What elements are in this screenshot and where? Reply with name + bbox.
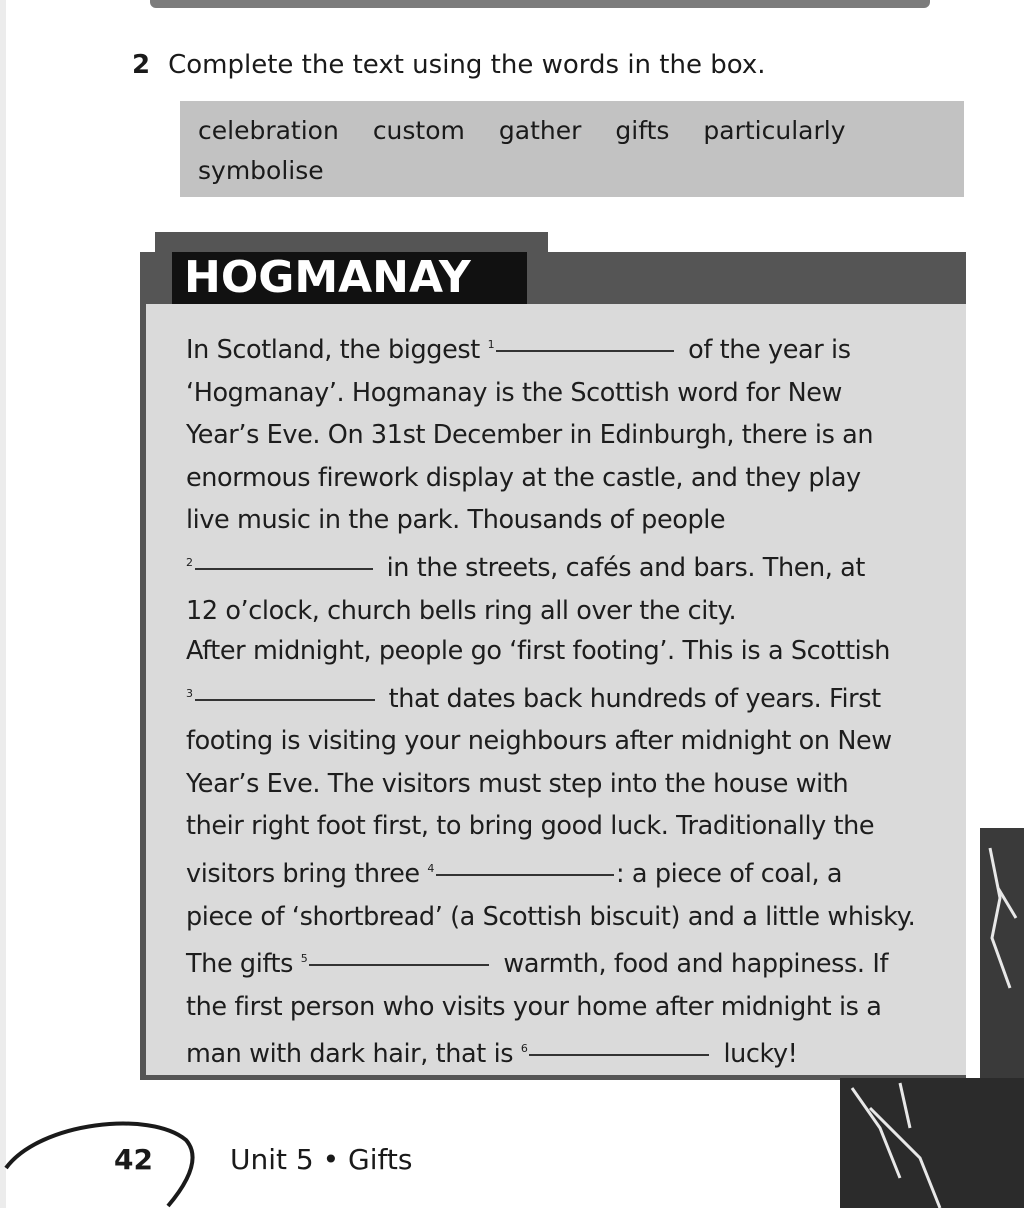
answer-gap-3[interactable]: [195, 698, 375, 701]
text-line: live music in the park. Thousands of people: [186, 505, 726, 536]
text-fragment: man with dark hair, that is: [186, 1039, 514, 1070]
exercise-instruction: Complete the text using the words in the box.: [168, 50, 766, 80]
top-rule: [150, 0, 930, 8]
article-paragraph-1: [186, 324, 936, 632]
text-line: footing is visiting your neighbours after midnight on New: [186, 726, 892, 757]
answer-gap-4[interactable]: [436, 873, 614, 876]
answer-gap-2[interactable]: [195, 567, 373, 570]
fireworks-photo: [840, 828, 1024, 1208]
article-paragraph-2: [186, 630, 936, 1076]
gap-number: 3: [186, 686, 193, 700]
page-number-arc: [0, 1110, 200, 1208]
text-line: [186, 1028, 936, 1076]
gap-number: 5: [300, 952, 308, 966]
exercise-heading: [132, 50, 765, 80]
text-fragment: in the streets, cafés and bars. Then, at: [386, 552, 865, 583]
word-box-item: symbolise: [198, 156, 324, 185]
text-fragment: The gifts: [186, 949, 294, 980]
text-line: ‘Hogmanay’. Hogmanay is the Scottish word for New: [186, 377, 842, 408]
gap-number: 1: [487, 338, 495, 351]
answer-gap-5[interactable]: [309, 963, 489, 966]
text-fragment: visitors bring three: [186, 858, 420, 889]
text-line: [186, 848, 936, 896]
text-fragment: that dates back hundreds of years. First: [388, 683, 881, 714]
text-line: enormous firework display at the castle, and they play: [186, 462, 861, 493]
answer-gap-6[interactable]: [529, 1053, 709, 1056]
text-line: piece of ‘shortbread’ (a Scottish biscuit) and a little whisky.: [186, 901, 916, 932]
text-fragment: lucky!: [723, 1039, 798, 1070]
word-box-item: custom: [372, 116, 465, 145]
word-box-item: gifts: [615, 116, 670, 145]
word-box-item: celebration: [198, 116, 339, 145]
gap-number: 6: [520, 1042, 528, 1056]
text-fragment: In Scotland, the biggest: [186, 335, 480, 365]
word-box-item: gather: [498, 116, 582, 145]
text-line: Year’s Eve. The visitors must step into the house with: [186, 768, 849, 799]
text-line: [186, 673, 936, 721]
page-edge-shadow: [0, 0, 6, 1208]
gap-number: 2: [186, 555, 193, 569]
text-line: 12 o’clock, church bells ring all over the city.: [186, 595, 737, 626]
unit-label: Unit 5 • Gifts: [230, 1143, 413, 1176]
text-line: the first person who visits your home after midnight is a: [186, 991, 882, 1022]
gap-number: 4: [427, 861, 435, 875]
text-line: their right foot first, to bring good luck. Traditionally the: [186, 811, 875, 842]
text-line: [186, 324, 936, 372]
answer-gap-1[interactable]: [496, 349, 674, 352]
text-fragment: : a piece of coal, a: [616, 858, 843, 889]
text-line: [186, 542, 936, 590]
exercise-number: 2: [132, 50, 151, 80]
text-line: After midnight, people go ‘first footing’. This is a Scottish: [186, 636, 891, 666]
text-line: Year’s Eve. On 31st December in Edinburgh, there is an: [186, 420, 874, 451]
article-title: HOGMANAY: [172, 252, 527, 304]
page-number: 42: [114, 1143, 153, 1176]
text-fragment: of the year is: [688, 335, 851, 365]
word-box: [180, 101, 964, 197]
word-box-item: particularly: [703, 116, 846, 145]
text-line: [186, 938, 936, 986]
text-fragment: warmth, food and happiness. If: [503, 949, 889, 980]
